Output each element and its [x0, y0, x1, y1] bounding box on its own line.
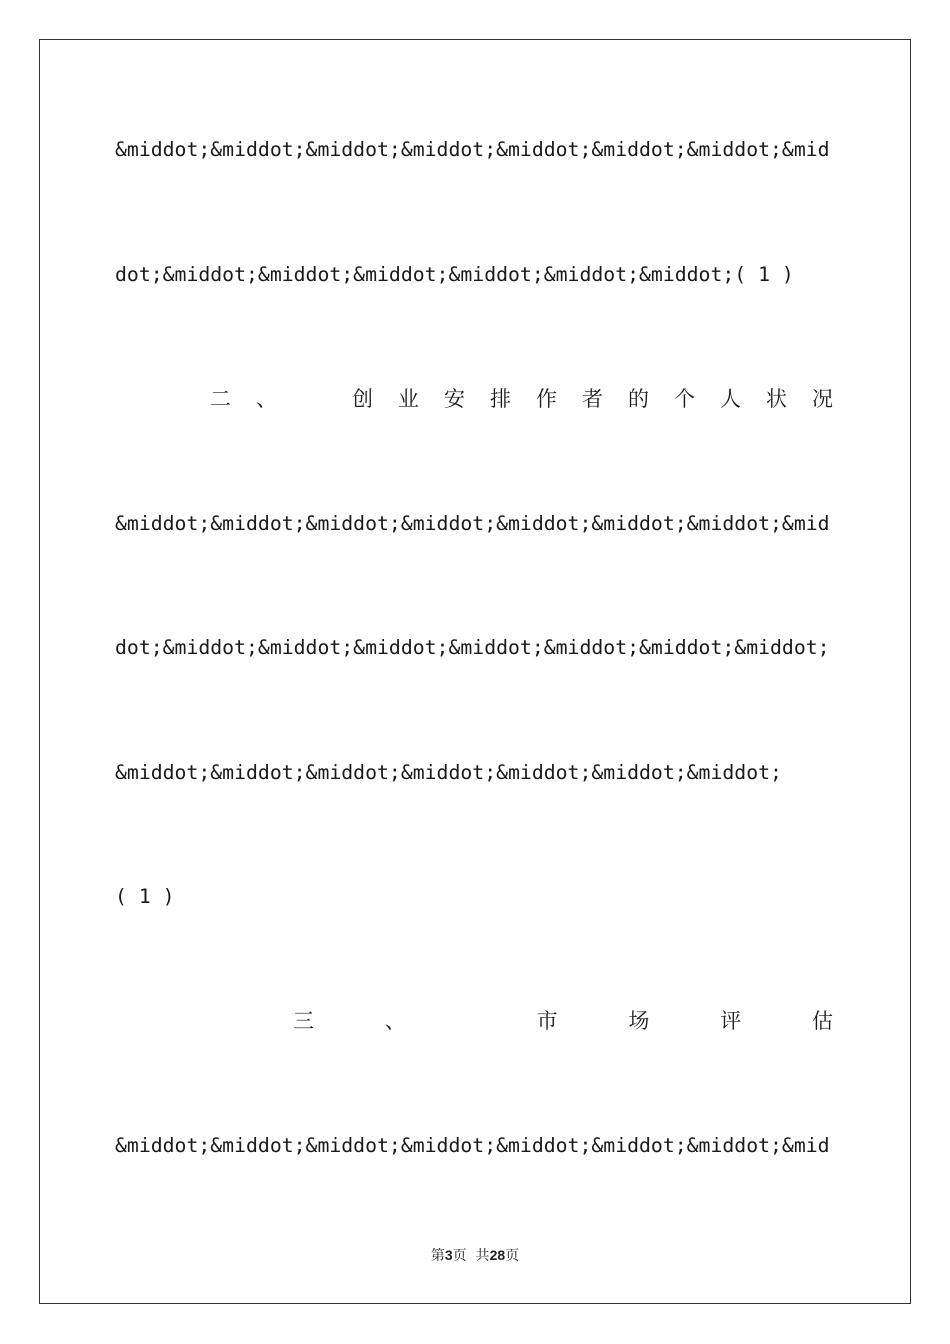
heading-char: 人 [720, 387, 741, 411]
section-heading-2 [210, 384, 833, 414]
section-heading-3 [293, 1006, 833, 1036]
heading-char: 个 [674, 387, 695, 411]
heading-char: 二 [210, 387, 231, 411]
heading-char: 、 [256, 387, 277, 411]
footer-suffix: 页 [505, 1248, 520, 1264]
footer-prefix: 第 [430, 1248, 445, 1264]
heading-char: 状 [766, 387, 787, 411]
heading-char: 估 [811, 1009, 833, 1033]
heading-char: 安 [444, 387, 465, 411]
text-line: dot;&middot;&middot;&middot;&middot;&middot;&middot;( 1 ) [115, 263, 794, 286]
page-border [39, 39, 911, 1304]
page-number: 3 [444, 1247, 453, 1263]
heading-char: 者 [582, 387, 603, 411]
page-footer [0, 1245, 950, 1265]
text-line: dot;&middot;&middot;&middot;&middot;&middot;&middot;&middot; [115, 636, 830, 659]
heading-char: 况 [812, 387, 833, 411]
heading-char: 场 [628, 1009, 650, 1033]
text-line: ( 1 ) [115, 885, 175, 908]
text-line: &middot;&middot;&middot;&middot;&middot;&middot;&middot;&mid [115, 512, 830, 535]
text-line: &middot;&middot;&middot;&middot;&middot;&middot;&middot; [115, 761, 782, 784]
heading-char: 市 [536, 1009, 558, 1033]
heading-char: 评 [720, 1009, 742, 1033]
heading-char: 、 [384, 1009, 406, 1033]
heading-char: 业 [398, 387, 419, 411]
heading-char: 创 [352, 387, 373, 411]
heading-char: 作 [536, 387, 557, 411]
text-line: &middot;&middot;&middot;&middot;&middot;&middot;&middot;&mid [115, 138, 830, 161]
heading-char: 排 [490, 387, 511, 411]
text-line: &middot;&middot;&middot;&middot;&middot;&middot;&middot;&mid [115, 1134, 830, 1157]
total-pages: 28 [489, 1247, 506, 1263]
heading-char: 的 [628, 387, 649, 411]
footer-mid: 页 共 [452, 1248, 490, 1264]
heading-char: 三 [293, 1009, 314, 1033]
